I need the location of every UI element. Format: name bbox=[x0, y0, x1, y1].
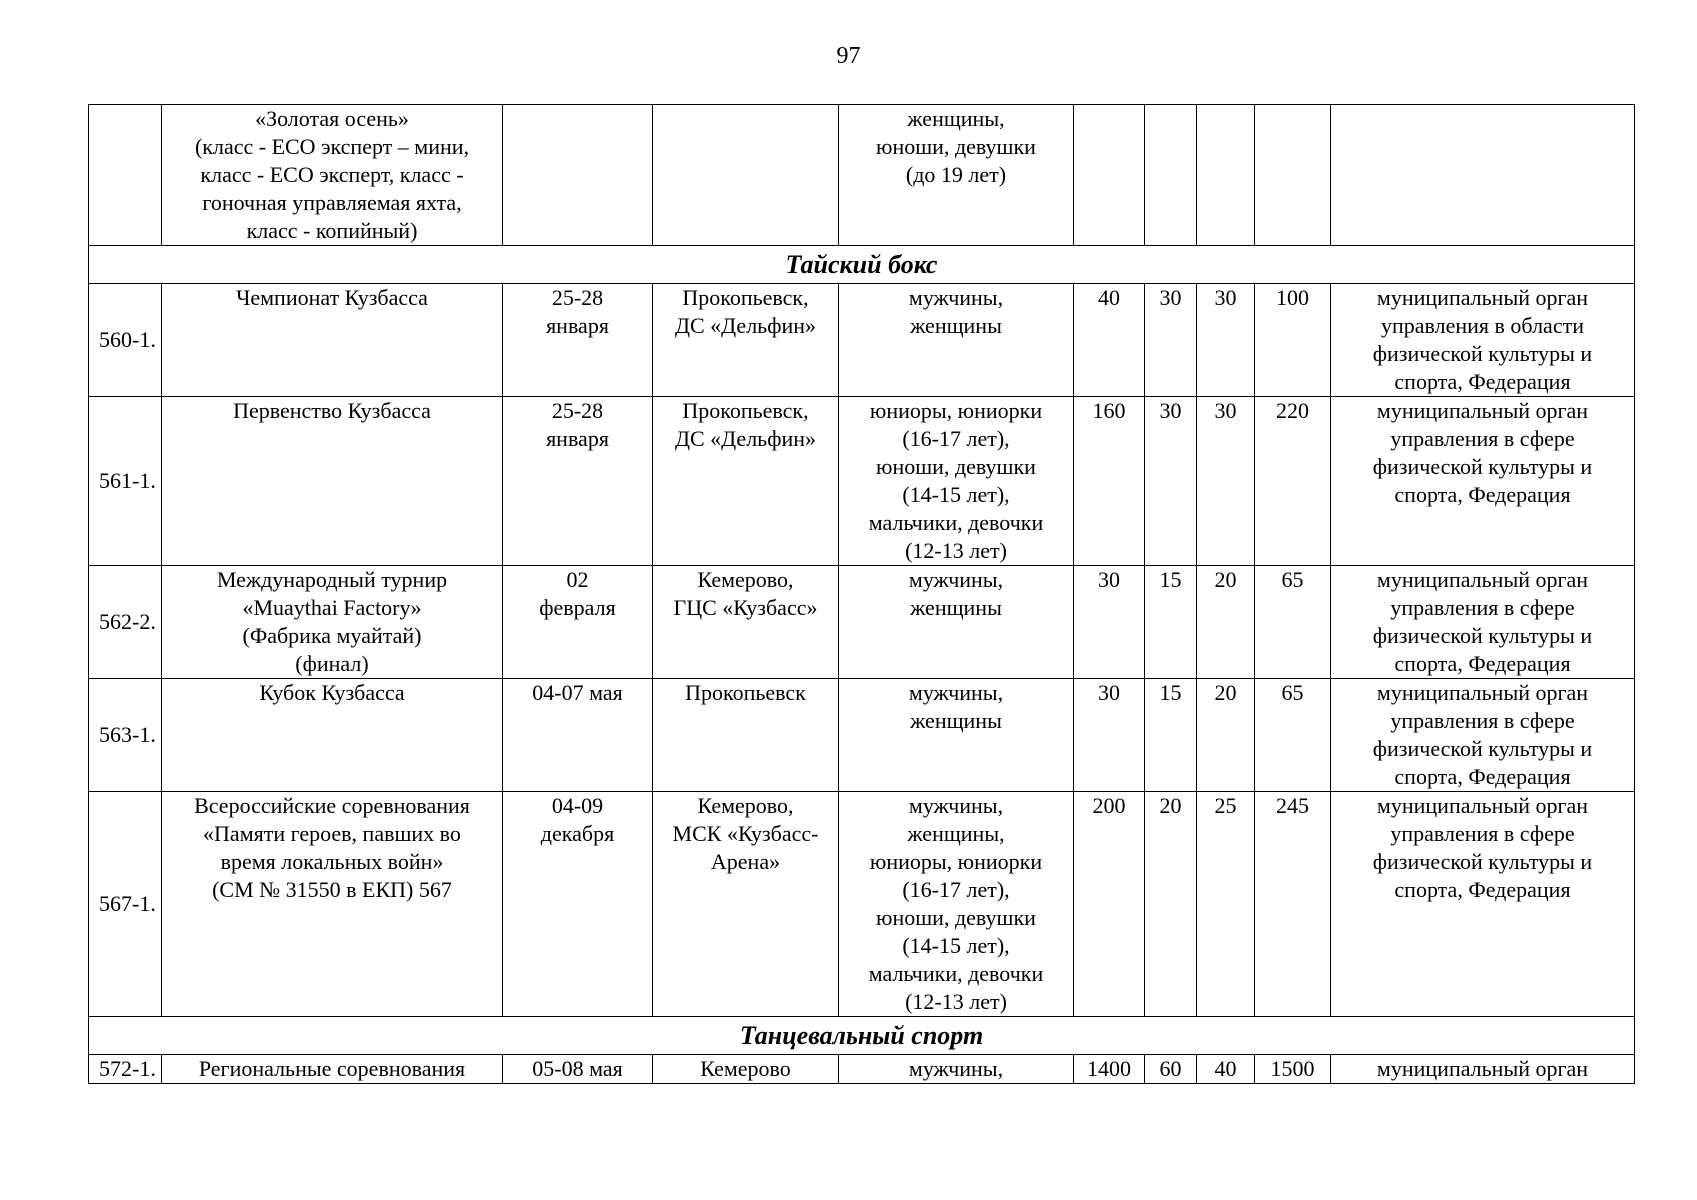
participants-cell: женщины, юноши, девушки (до 19 лет) bbox=[839, 105, 1074, 246]
participants-cell: мужчины, bbox=[839, 1055, 1074, 1084]
count-column-1-cell: 200 bbox=[1074, 792, 1145, 1017]
count-column-1-cell: 1400 bbox=[1074, 1055, 1145, 1084]
event-number-cell bbox=[89, 105, 162, 246]
count-column-1-cell: 30 bbox=[1074, 679, 1145, 792]
participants-cell: мужчины, женщины bbox=[839, 566, 1074, 679]
table-row bbox=[89, 1055, 1635, 1084]
organizer-cell: муниципальный орган bbox=[1331, 1055, 1635, 1084]
event-number-cell: 562-2. bbox=[89, 566, 162, 679]
count-column-1-cell: 160 bbox=[1074, 397, 1145, 566]
section-title: Тайский бокс bbox=[89, 246, 1635, 284]
table-body bbox=[89, 105, 1635, 1084]
total-count-cell bbox=[1255, 105, 1331, 246]
count-column-2-cell bbox=[1145, 105, 1197, 246]
count-column-2-cell: 30 bbox=[1145, 284, 1197, 397]
total-count-cell: 220 bbox=[1255, 397, 1331, 566]
event-dates-cell: 05-08 мая bbox=[503, 1055, 653, 1084]
table-row bbox=[89, 397, 1635, 566]
count-column-2-cell: 30 bbox=[1145, 397, 1197, 566]
total-count-cell: 245 bbox=[1255, 792, 1331, 1017]
participants-cell: мужчины, женщины bbox=[839, 284, 1074, 397]
organizer-cell: муниципальный орган управления в сфере физической культуры и спорта, Федерация bbox=[1331, 679, 1635, 792]
total-count-cell: 100 bbox=[1255, 284, 1331, 397]
count-column-3-cell: 30 bbox=[1197, 284, 1255, 397]
count-column-2-cell: 20 bbox=[1145, 792, 1197, 1017]
event-dates-cell bbox=[503, 105, 653, 246]
event-place-cell: Прокопьевск bbox=[653, 679, 839, 792]
event-place-cell: Кемерово, ГЦС «Кузбасс» bbox=[653, 566, 839, 679]
event-name-cell: Первенство Кузбасса bbox=[162, 397, 503, 566]
event-name-cell: Региональные соревнования bbox=[162, 1055, 503, 1084]
event-number-cell: 567-1. bbox=[89, 792, 162, 1017]
count-column-2-cell: 60 bbox=[1145, 1055, 1197, 1084]
event-place-cell bbox=[653, 105, 839, 246]
count-column-3-cell: 30 bbox=[1197, 397, 1255, 566]
event-place-cell: Кемерово, МСК «Кузбасс- Арена» bbox=[653, 792, 839, 1017]
total-count-cell: 1500 bbox=[1255, 1055, 1331, 1084]
count-column-3-cell: 40 bbox=[1197, 1055, 1255, 1084]
event-dates-cell: 04-07 мая bbox=[503, 679, 653, 792]
event-dates-cell: 02 февраля bbox=[503, 566, 653, 679]
event-place-cell: Кемерово bbox=[653, 1055, 839, 1084]
count-column-2-cell: 15 bbox=[1145, 679, 1197, 792]
table-row bbox=[89, 566, 1635, 679]
event-name-cell: Международный турнир «Muaythai Factory» (Фабрика муайтай) (финал) bbox=[162, 566, 503, 679]
event-dates-cell: 25-28 января bbox=[503, 397, 653, 566]
participants-cell: мужчины, женщины, юниоры, юниорки (16-17 лет), юноши, девушки (14-15 лет), мальчики, девочки (12-13 лет) bbox=[839, 792, 1074, 1017]
event-dates-cell: 25-28 января bbox=[503, 284, 653, 397]
total-count-cell: 65 bbox=[1255, 679, 1331, 792]
organizer-cell: муниципальный орган управления в области физической культуры и спорта, Федерация bbox=[1331, 284, 1635, 397]
count-column-1-cell: 30 bbox=[1074, 566, 1145, 679]
event-place-cell: Прокопьевск, ДС «Дельфин» bbox=[653, 284, 839, 397]
event-name-cell: Всероссийские соревнования «Памяти героев, павших во время локальных войн» (СМ № 31550 в ЕКП) 567 bbox=[162, 792, 503, 1017]
table-row bbox=[89, 105, 1635, 246]
organizer-cell bbox=[1331, 105, 1635, 246]
section-header-row bbox=[89, 1017, 1635, 1055]
page-number: 97 bbox=[836, 43, 861, 69]
event-place-cell: Прокопьевск, ДС «Дельфин» bbox=[653, 397, 839, 566]
count-column-1-cell bbox=[1074, 105, 1145, 246]
events-table bbox=[88, 104, 1635, 1084]
total-count-cell: 65 bbox=[1255, 566, 1331, 679]
event-name-cell: Кубок Кузбасса bbox=[162, 679, 503, 792]
section-title: Танцевальный спорт bbox=[89, 1017, 1635, 1055]
table-row bbox=[89, 679, 1635, 792]
count-column-3-cell: 20 bbox=[1197, 679, 1255, 792]
organizer-cell: муниципальный орган управления в сфере физической культуры и спорта, Федерация bbox=[1331, 566, 1635, 679]
participants-cell: юниоры, юниорки (16-17 лет), юноши, девушки (14-15 лет), мальчики, девочки (12-13 лет) bbox=[839, 397, 1074, 566]
event-name-cell: «Золотая осень» (класс - ЕСО эксперт – мини, класс - ЕСО эксперт, класс - гоночная управляемая яхта, класс - копийный) bbox=[162, 105, 503, 246]
event-number-cell: 572-1. bbox=[89, 1055, 162, 1084]
event-name-cell: Чемпионат Кузбасса bbox=[162, 284, 503, 397]
table-row bbox=[89, 284, 1635, 397]
table-row bbox=[89, 792, 1635, 1017]
organizer-cell: муниципальный орган управления в сфере физической культуры и спорта, Федерация bbox=[1331, 792, 1635, 1017]
count-column-3-cell bbox=[1197, 105, 1255, 246]
count-column-1-cell: 40 bbox=[1074, 284, 1145, 397]
participants-cell: мужчины, женщины bbox=[839, 679, 1074, 792]
count-column-3-cell: 20 bbox=[1197, 566, 1255, 679]
event-number-cell: 560-1. bbox=[89, 284, 162, 397]
event-number-cell: 561-1. bbox=[89, 397, 162, 566]
organizer-cell: муниципальный орган управления в сфере физической культуры и спорта, Федерация bbox=[1331, 397, 1635, 566]
count-column-3-cell: 25 bbox=[1197, 792, 1255, 1017]
event-number-cell: 563-1. bbox=[89, 679, 162, 792]
section-header-row bbox=[89, 246, 1635, 284]
count-column-2-cell: 15 bbox=[1145, 566, 1197, 679]
event-dates-cell: 04-09 декабря bbox=[503, 792, 653, 1017]
